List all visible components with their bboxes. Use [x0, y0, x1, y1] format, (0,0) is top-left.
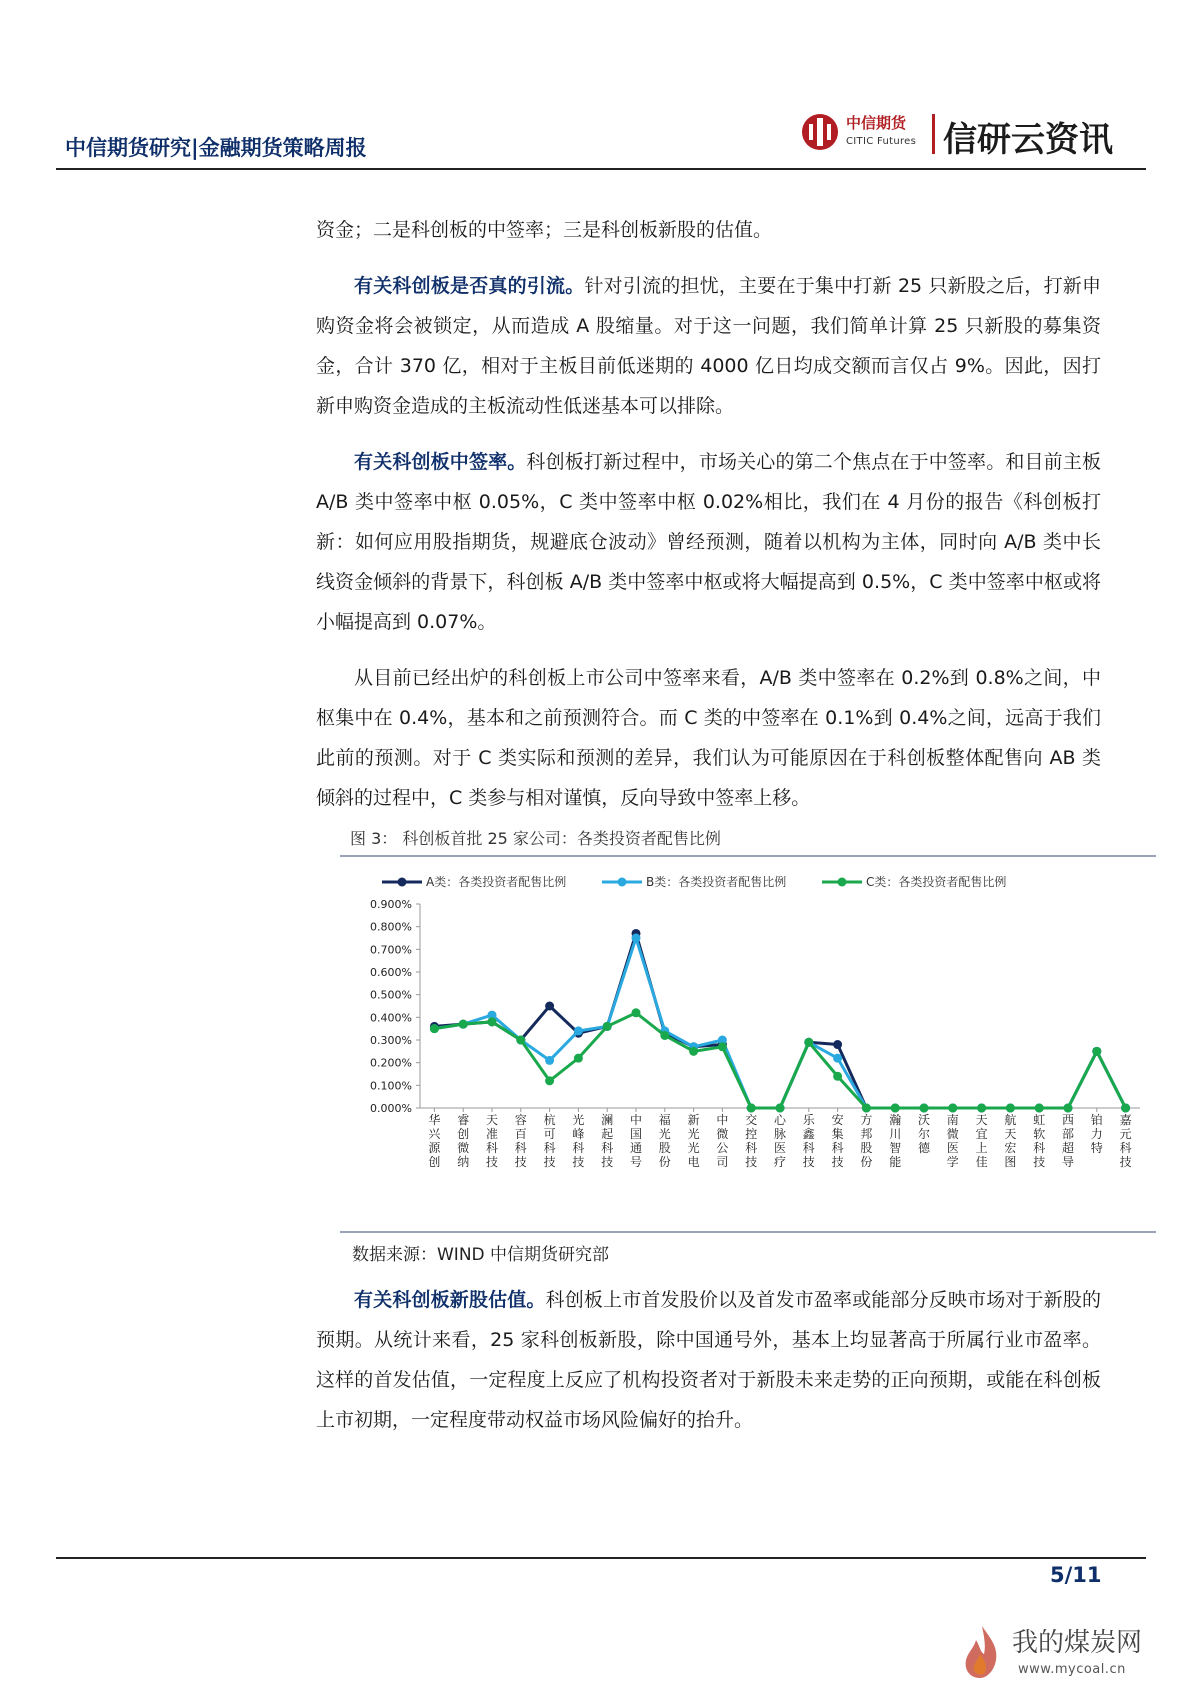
x-tick-label: 南微医学: [946, 1113, 959, 1169]
series-line: [434, 938, 1125, 1108]
y-tick-label: 0.700%: [370, 943, 412, 957]
data-point: [574, 1026, 583, 1035]
data-source: 数据来源：WIND 中信期货研究部: [352, 1245, 610, 1265]
data-point: [545, 1002, 554, 1011]
data-point: [833, 1054, 842, 1063]
legend-marker: [398, 878, 407, 887]
x-tick-label: 航天宏图: [1004, 1113, 1017, 1169]
data-point: [660, 1031, 669, 1040]
x-tick-label: 天准科技: [485, 1113, 499, 1169]
watermark-url: www.mycoal.cn: [1018, 1662, 1126, 1677]
x-tick-label: 方邦股份: [860, 1113, 873, 1169]
x-tick-label: 嘉元科技: [1119, 1113, 1132, 1169]
data-point: [459, 1020, 468, 1029]
flame-icon: [960, 1624, 1004, 1680]
legend-label: B类：各类投资者配售比例: [646, 875, 787, 889]
data-point: [516, 1036, 525, 1045]
paragraph-3-text: 科创板打新过程中，市场关心的第二个焦点在于中签率。和目前主板 A/B 类中签率中枢 0.05%，C 类中签率中枢 0.02%相比，我们在 4 月份的报告《科创板打新：如何应用股指期货，规避底仓波动》曾经预测，随着以机构为主体，同时向 A/B 类中长线资金倾斜的背景下，科创板 A/B 类中签率中枢或将大幅提高到 0.5%，C 类中签率中枢或将小幅提高到 0.07%。: [316, 451, 1101, 633]
x-tick-label: 睿创微纳: [457, 1113, 470, 1169]
footer-rule: [56, 1557, 1146, 1559]
x-tick-label: 新光光电: [687, 1113, 700, 1169]
data-point: [977, 1104, 986, 1113]
x-tick-label: 瀚川智能: [889, 1113, 902, 1169]
x-tick-label: 光峰科技: [572, 1113, 585, 1169]
citic-logo-icon: [800, 112, 840, 152]
brand-name: 信研云资讯: [943, 120, 1113, 160]
y-tick-label: 0.100%: [370, 1079, 412, 1093]
x-tick-label: 澜起科技: [601, 1113, 614, 1169]
figure-caption: 图 3： 科创板首批 25 家公司：各类投资者配售比例: [350, 829, 721, 848]
x-tick-label: 华兴源创: [428, 1113, 441, 1169]
x-tick-label: 中国通号: [629, 1113, 643, 1169]
x-tick-label: 交控科技: [745, 1113, 758, 1169]
x-tick-label: 心脉医疗: [773, 1113, 787, 1169]
y-tick-label: 0.800%: [370, 920, 412, 934]
header-title: 中信期货研究|金融期货策略周报: [65, 136, 367, 160]
data-point: [891, 1104, 900, 1113]
series-line: [434, 1013, 1125, 1108]
data-point: [545, 1076, 554, 1085]
x-tick-label: 安集科技: [831, 1113, 844, 1169]
citic-logo: [800, 110, 1130, 160]
data-point: [833, 1040, 842, 1049]
logo-divider: [932, 114, 935, 154]
x-tick-label: 沃尔德: [917, 1113, 931, 1155]
data-point: [488, 1017, 497, 1026]
data-point: [920, 1104, 929, 1113]
paragraph-2-lead: 有关科创板是否真的引流。: [354, 275, 585, 297]
data-point: [804, 1038, 813, 1047]
watermark-text: 我的煤炭网: [1012, 1628, 1143, 1658]
y-tick-label: 0.300%: [370, 1034, 412, 1047]
data-point: [948, 1104, 957, 1113]
paragraph-4-text: 从目前已经出炉的科创板上市公司中签率来看，A/B 类中签率在 0.2%到 0.8%之间，中枢集中在 0.4%，基本和之前预测符合。而 C 类的中签率在 0.1%到 0.4%之间，远高于我们此前的预测。对于 C 类实际和预测的差异，我们认为可能原因在于科创板整体配售向 AB 类倾斜的过程中，C 类参与相对谨慎，反向导致中签率上移。: [316, 667, 1101, 809]
logo-cn-text: 中信期货: [846, 114, 907, 132]
logo-en-text: CITIC Futures: [846, 136, 917, 147]
header-rule: [56, 168, 1146, 170]
x-tick-label: 乐鑫科技: [802, 1113, 815, 1169]
paragraph-3-lead: 有关科创板中签率。: [354, 451, 527, 473]
data-point: [1064, 1104, 1073, 1113]
data-point: [574, 1054, 583, 1063]
y-tick-label: 0.000%: [370, 1102, 412, 1115]
watermark: [960, 1620, 1170, 1690]
y-tick-label: 0.200%: [370, 1056, 412, 1070]
figure-rule-bottom: [340, 1231, 1156, 1233]
allocation-line-chart: [340, 862, 1156, 1227]
y-tick-label: 0.400%: [370, 1011, 412, 1025]
x-tick-label: 虹软科技: [1033, 1113, 1046, 1169]
data-point: [833, 1072, 842, 1081]
data-point: [632, 1008, 641, 1017]
x-tick-label: 福光股份: [658, 1113, 671, 1169]
x-tick-label: 容百科技: [514, 1113, 527, 1169]
x-tick-label: 西部超导: [1061, 1113, 1075, 1169]
data-point: [1092, 1047, 1101, 1056]
x-tick-label: 杭可科技: [543, 1113, 556, 1169]
data-point: [603, 1022, 612, 1031]
legend-marker: [838, 878, 847, 887]
paragraph-1: [316, 210, 1101, 250]
page-number: 5/11: [1050, 1563, 1102, 1587]
x-tick-label: 天宜上佳: [975, 1113, 988, 1169]
paragraph-3: [316, 442, 1101, 642]
data-point: [545, 1056, 554, 1065]
paragraph-2: [316, 266, 1101, 426]
data-point: [747, 1104, 756, 1113]
paragraph-5-lead: 有关科创板新股估值。: [354, 1289, 546, 1311]
paragraph-5-text: 科创板上市首发股价以及首发市盈率或能部分反映市场对于新股的预期。从统计来看，25 家科创板新股，除中国通号外，基本上均显著高于所属行业市盈率。这样的首发估值，一定程度上反应了机构投资者对于新股未来走势的正向预期，或能在科创板上市初期，一定程度带动权益市场风险偏好的抬升。: [316, 1289, 1101, 1431]
y-tick-label: 0.500%: [370, 988, 412, 1002]
data-point: [430, 1024, 439, 1033]
data-point: [718, 1042, 727, 1051]
x-tick-label: 铂力特: [1090, 1113, 1103, 1155]
y-tick-label: 0.900%: [370, 898, 412, 911]
legend-marker: [618, 878, 627, 887]
figure-rule-top: [340, 855, 1156, 857]
data-point: [1006, 1104, 1015, 1113]
data-point: [862, 1104, 871, 1113]
data-point: [1035, 1104, 1044, 1113]
body-section-1: [316, 210, 1101, 834]
legend-label: C类：各类投资者配售比例: [866, 875, 1007, 889]
paragraph-1-text: 资金；二是科创板的中签率；三是科创板新股的估值。: [316, 219, 773, 241]
data-point: [1121, 1104, 1130, 1113]
data-point: [689, 1047, 698, 1056]
paragraph-4: [316, 658, 1101, 818]
x-tick-label: 中微公司: [716, 1113, 729, 1169]
data-point: [776, 1104, 785, 1113]
data-point: [632, 934, 641, 943]
body-section-2: [316, 1280, 1101, 1456]
paragraph-5: [316, 1280, 1101, 1440]
series-line: [434, 933, 1125, 1108]
paragraph-2-text: 针对引流的担忧，主要在于集中打新 25 只新股之后，打新申购资金将会被锁定，从而造成 A 股缩量。对于这一问题，我们简单计算 25 只新股的募集资金，合计 370 亿，相对于主板目前低迷期的 4000 亿日均成交额而言仅占 9%。因此，因打新申购资金造成的主板流动性低迷基本可以排除。: [316, 275, 1101, 417]
y-tick-label: 0.600%: [370, 966, 412, 979]
legend-label: A类：各类投资者配售比例: [426, 875, 567, 889]
